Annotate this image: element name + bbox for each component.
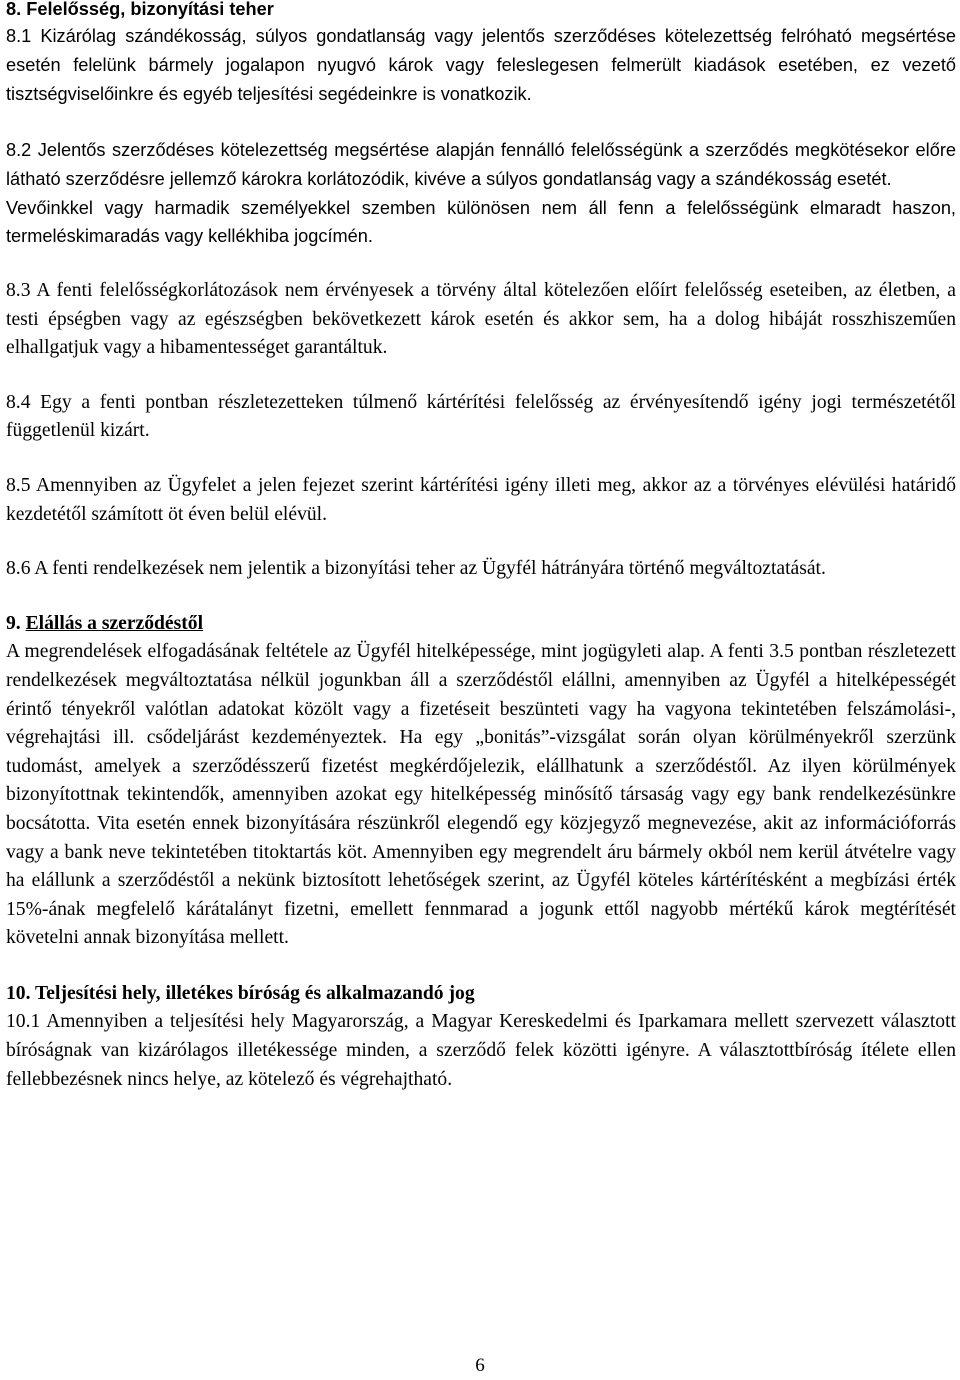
- paragraph-8-5: 8.5 Amennyiben az Ügyfelet a jelen fejezet szerint kártérítési igény illeti meg, akkor az a törvényes elévülési határidő kezdetétől számított öt éven belül elévül.: [6, 474, 956, 525]
- paragraph-8-4: 8.4 Egy a fenti pontban részletezetteken túlmenő kártérítési felelősség az érvényesítendő igény jogi természetétől függetlenül kizárt.: [6, 391, 956, 442]
- section-9-title: Elállás a szerződéstől: [25, 612, 204, 634]
- section-9-number: 9.: [6, 612, 21, 634]
- paragraph-8-6: 8.6 A fenti rendelkezések nem jelentik a bizonyítási teher az Ügyfél hátrányára történő megváltoztatását.: [6, 558, 826, 580]
- document-page: [6, 0, 956, 1094]
- section-9-heading: [6, 610, 956, 639]
- paragraph-8-1: 8.1 Kizárólag szándékosság, súlyos gondatlanság vagy jelentős szerződéses kötelezettség felróható megsértése esetén felelünk bármely jogalapon nyugvó károk vagy feleslegesen felmerült kiadások esetében, ez vezető tisztségviselőinkre és egyéb teljesítési segédeinkre is vonatkozik.: [6, 26, 956, 104]
- section-10-heading: 10. Teljesítési hely, illetékes bíróság és alkalmazandó jog: [6, 982, 475, 1004]
- section-8-heading: 8. Felelősség, bizonyítási teher: [6, 0, 274, 19]
- page-number: 6: [475, 1355, 485, 1376]
- paragraph-8-3: 8.3 A fenti felelősségkorlátozások nem érvényesek a törvény által kötelezően előírt felelősség eseteiben, az életben, a testi épségben vagy az egészségben bekövetkezett károk esetén és akkor sem, ha a dolog hibáját rosszhiszeműen elhallgatjuk vagy a hibamentességet garantáltuk.: [6, 280, 956, 359]
- paragraph-8-2: 8.2 Jelentős szerződéses kötelezettség megsértése alapján fennálló felelősségünk a szerződés megkötésekor előre látható szerződésre jellemző károkra korlátozódik, kivéve a súlyos gondatlanság vagy a szándékosság esetét.: [6, 140, 956, 189]
- paragraph-9: A megrendelések elfogadásának feltétele az Ügyfél hitelképessége, mint jogügyleti alap. A fenti 3.5 pontban részletezett rendelkezések megváltoztatása nélkül jogunkban áll a szerződéstől elállni, amennyiben az Ügyfél a hitelképességét érintő tényekről valótlan adatokat közölt vagy a fizetéseit beszünteti vagy ha vagyona tekintetében felszámolási-, végrehajtási ill. csődeljárást kezdeményeztek. Ha egy „bonitás”-vizsgálat során olyan körülményekről szerzünk tudomást, amelyek a szerződésszerű fizetést megkérdőjelezik, elállhatunk a szerződéstől. Az ilyen körülmények bizonyítottnak tekintendők, amennyiben azokat egy hitelképesség minősítő társaság vagy egy bank rendelkezésünkre bocsátotta. Vita esetén ennek bizonyítására részünkről elegendő egy közjegyző megnevezése, akit az információforrás vagy a bank neve tekintetében titoktartás köt. Amennyiben egy megrendelt áru bármely okból nem kerül átvételre vagy ha elállunk a szerződéstől a nekünk biztosított lehetőségek szerint, az Ügyfél köteles kártérítésként a megbízási érték 15%-ának megfelelő kárátalányt fizetni, emellett fennmarad a jogunk ettől nagyobb mértékű károk megtérítését követelni annak bizonyítása mellett.: [6, 641, 956, 949]
- paragraph-10-1: 10.1 Amennyiben a teljesítési hely Magyarország, a Magyar Kereskedelmi és Iparkamara mellett szervezett választott bíróságnak van kizárólagos illetékessége minden, a szerződő felek közötti igényre. A választottbíróság ítélete ellen fellebbezésnek nincs helye, az kötelező és végrehajtható.: [6, 1011, 956, 1090]
- paragraph-8-2-continued: Vevőinkkel vagy harmadik személyekkel szemben különösen nem áll fenn a felelősségünk elmaradt haszon, termeléskimaradás vagy kellékhiba jogcímén.: [6, 198, 956, 246]
